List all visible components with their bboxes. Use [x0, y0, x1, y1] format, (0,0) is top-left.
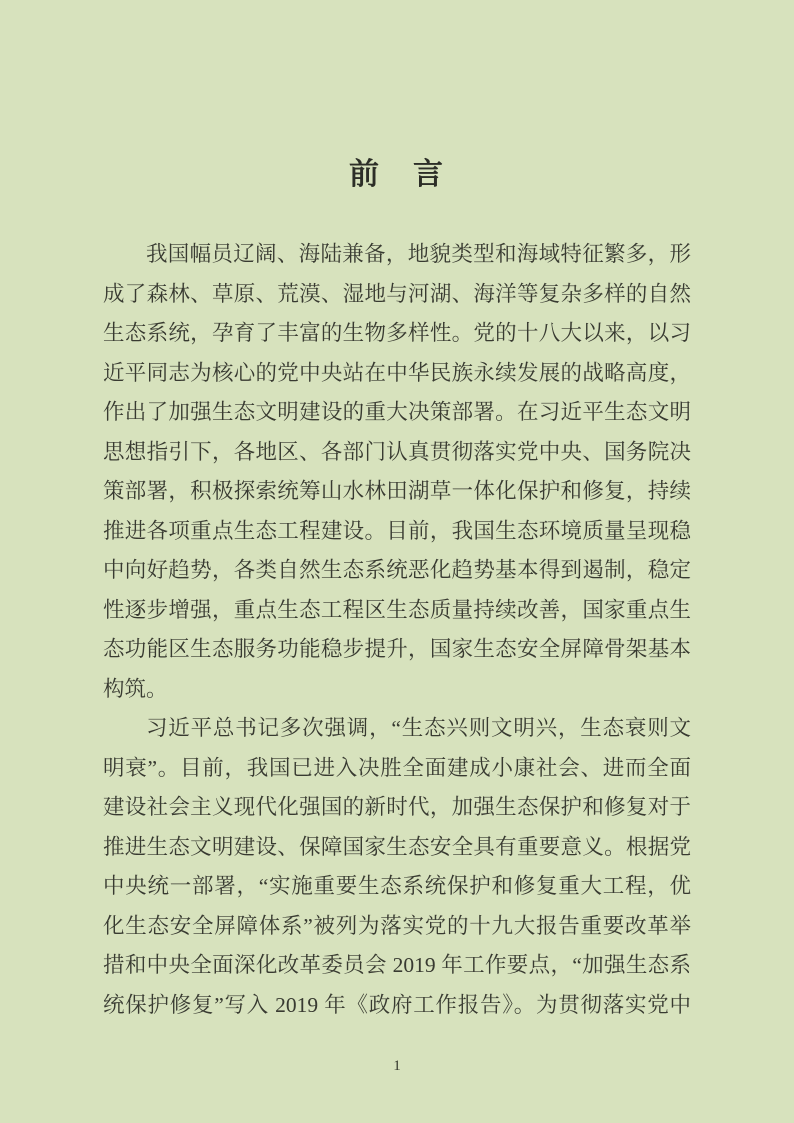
text-line: 策部署，积极探索统筹山水林田湖草一体化保护和修复，持续 [103, 479, 691, 503]
page-title: 前 言 [349, 158, 445, 191]
text-line: 明衰”。目前，我国已进入决胜全面建成小康社会、进而全面 [103, 755, 691, 780]
text-line: 中央统一部署，“实施重要生态系统保护和修复重大工程，优 [103, 874, 691, 898]
text-line: 构筑。 [103, 676, 168, 701]
text-line: 作出了加强生态文明建设的重大决策部署。在习近平生态文明 [103, 400, 691, 424]
text-line: 态功能区生态服务功能稳步提升，国家生态安全屏障骨架基本 [103, 637, 691, 661]
text-line: 习近平总书记多次强调，“生态兴则文明兴，生态衰则文 [146, 716, 691, 740]
text-line: 我国幅员辽阔、海陆兼备，地貌类型和海域特征繁多，形 [146, 242, 691, 266]
text-line: 思想指引下，各地区、各部门认真贯彻落实党中央、国务院决 [103, 439, 691, 464]
page-number: 1 [393, 1058, 401, 1074]
text-line: 推进生态文明建设、保障国家生态安全具有重要意义。根据党 [103, 834, 691, 859]
text-line: 性逐步增强，重点生态工程区生态质量持续改善，国家重点生 [103, 597, 691, 622]
document-body [103, 235, 691, 1025]
text-line: 中向好趋势，各类自然生态系统恶化趋势基本得到遏制，稳定 [103, 558, 691, 582]
text-line: 推进各项重点生态工程建设。目前，我国生态环境质量呈现稳 [103, 518, 691, 543]
text-line: 化生态安全屏障体系”被列为落实党的十九大报告重要改革举 [103, 913, 691, 938]
text-line: 生态系统，孕育了丰富的生物多样性。党的十八大以来，以习 [103, 321, 691, 345]
text-line: 建设社会主义现代化强国的新时代，加强生态保护和修复对于 [103, 795, 691, 819]
text-line: 成了森林、草原、荒漠、湿地与河湖、海洋等复杂多样的自然 [103, 281, 691, 306]
text-line: 近平同志为核心的党中央站在中华民族永续发展的战略高度， [103, 360, 691, 385]
text-line: 统保护修复”写入 2019 年《政府工作报告》。为贯彻落实党中 [103, 992, 691, 1017]
text-line: 措和中央全面深化改革委员会 2019 年工作要点，“加强生态系 [103, 953, 691, 977]
